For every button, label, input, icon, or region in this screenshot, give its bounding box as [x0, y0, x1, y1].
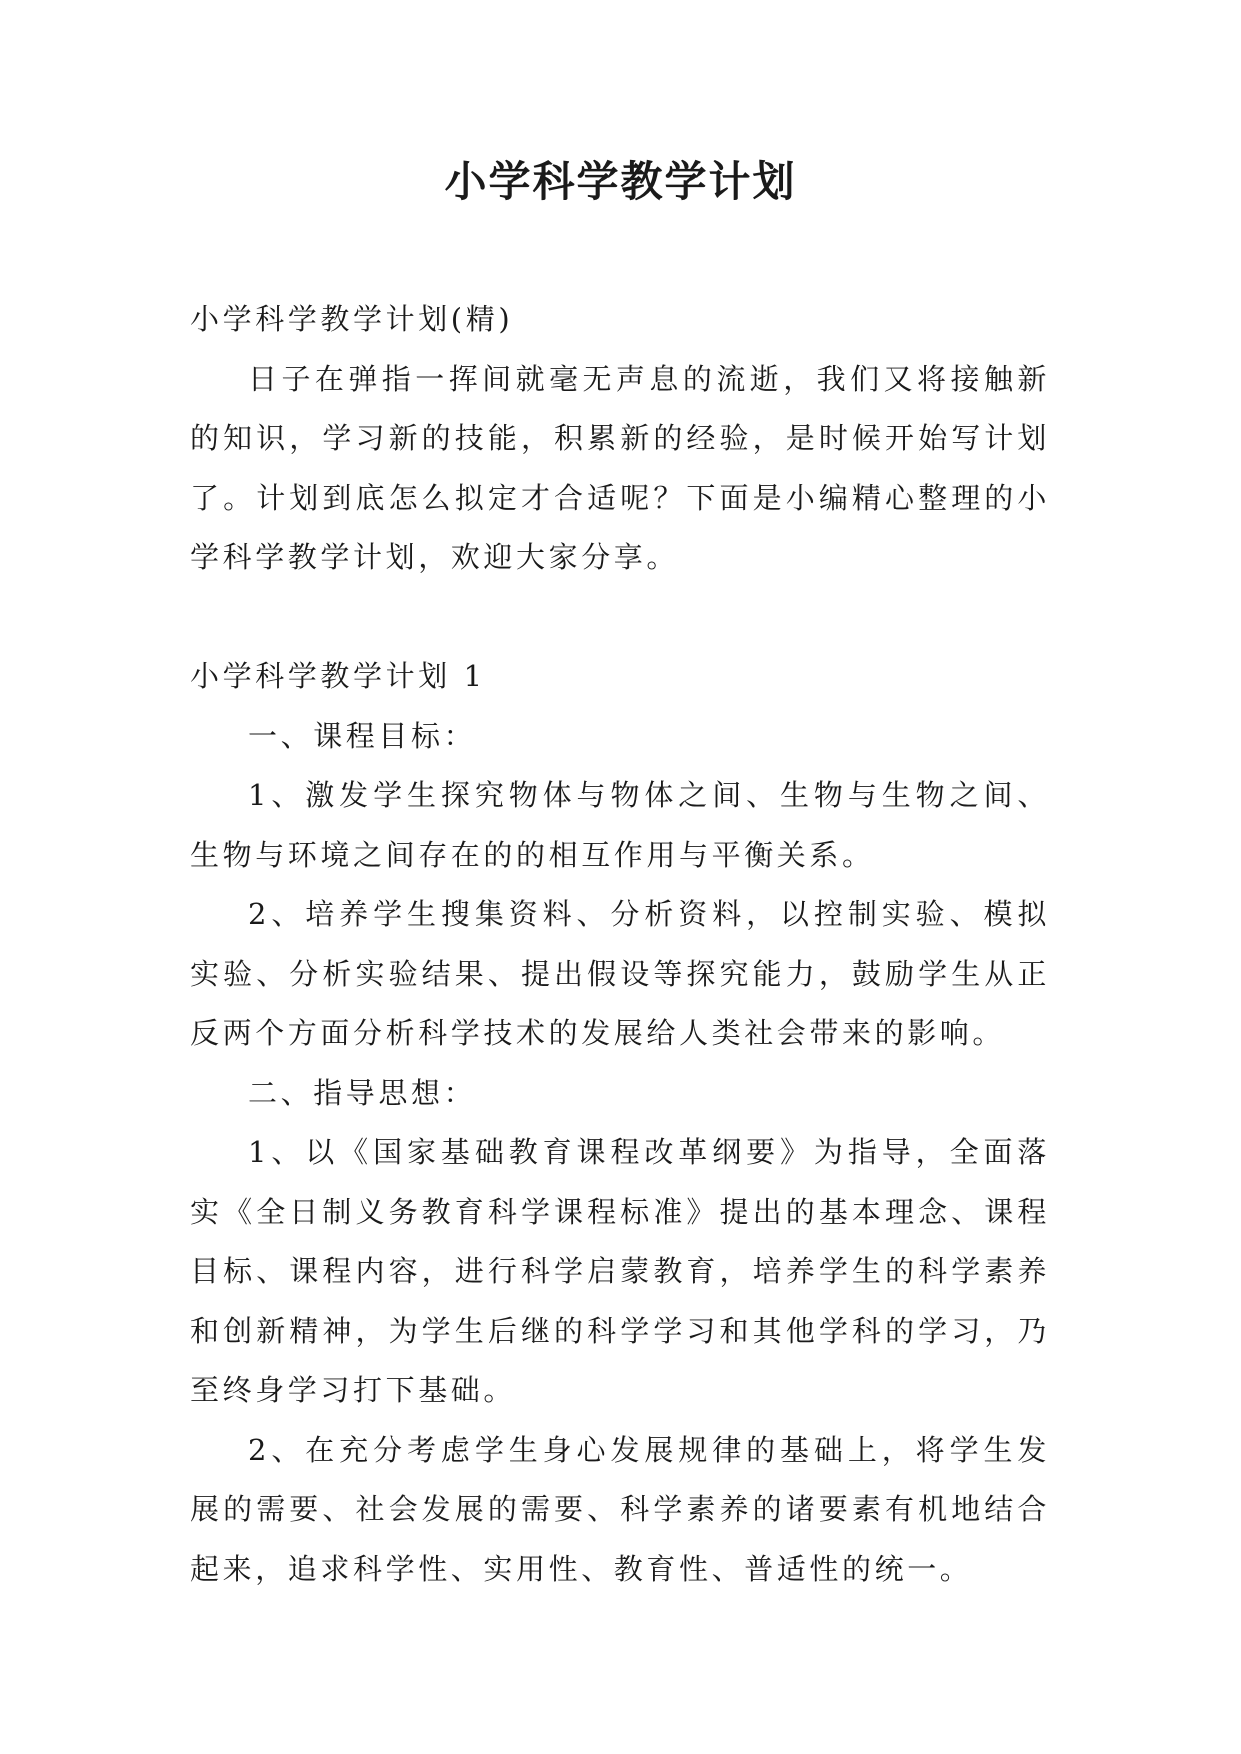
section-heading: 小学科学教学计划 1 — [190, 659, 486, 693]
document-body — [190, 290, 1050, 1599]
document-subtitle: 小学科学教学计划(精) — [190, 302, 514, 336]
guidance-item-1: 1、以《国家基础教育课程改革纲要》为指导，全面落实《全日制义务教育科学课程标准》提出的基本理念、课程目标、课程内容，进行科学启蒙教育，培养学生的科学素养和创新精神，为学生后继的科学学习和其他学科的学习，乃至终身学习打下基础。 — [190, 1135, 1050, 1407]
document-title: 小学科学教学计划 — [444, 157, 797, 206]
paragraph-spacer — [190, 588, 1050, 648]
part-heading-goals: 一、课程目标： — [248, 718, 477, 753]
intro-paragraph: 日子在弹指一挥间就毫无声息的流逝，我们又将接触新的知识，学习新的技能，积累新的经验，是时候开始写计划了。计划到底怎么拟定才合适呢？下面是小编精心整理的小学科学教学计划，欢迎大家分享。 — [190, 361, 1050, 574]
part-heading-guidance: 二、指导思想： — [248, 1075, 477, 1110]
goal-item-1: 1、激发学生探究物体与物体之间、生物与生物之间、生物与环境之间存在的的相互作用与平衡关系。 — [190, 778, 1050, 872]
goal-item-2: 2、培养学生搜集资料、分析资料，以控制实验、模拟实验、分析实验结果、提出假设等探究能力，鼓励学生从正反两个方面分析科学技术的发展给人类社会带来的影响。 — [190, 897, 1050, 1050]
guidance-item-2: 2、在充分考虑学生身心发展规律的基础上，将学生发展的需要、社会发展的需要、科学素养的诸要素有机地结合起来，追求科学性、实用性、教育性、普适性的统一。 — [190, 1432, 1050, 1586]
